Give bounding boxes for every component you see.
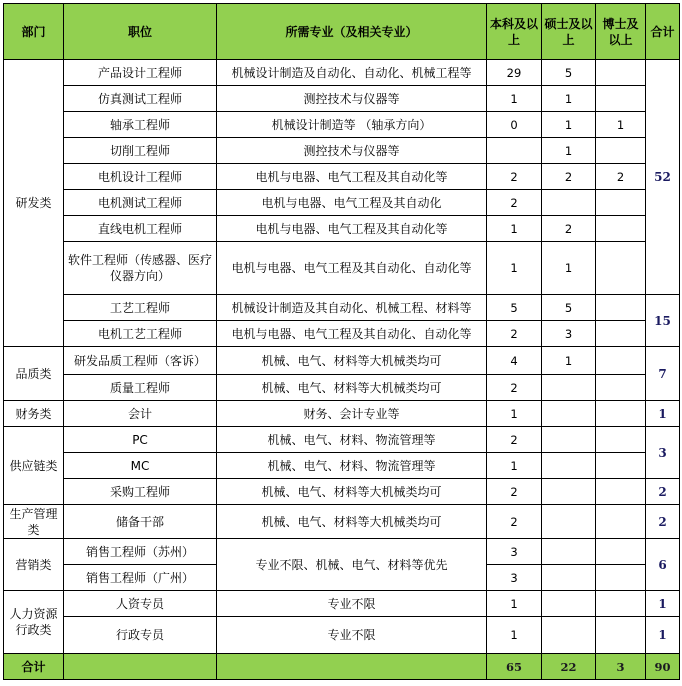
major-cell: 机械设计制造等 （轴承方向） [217, 112, 487, 138]
footer-master-total: 22 [542, 654, 596, 680]
major-cell: 机械设计制造及其自动化、机械工程、材料等 [217, 295, 487, 321]
major-cell: 机械、电气、材料等大机械类均可 [217, 375, 487, 401]
bachelor-cell: 1 [487, 242, 542, 295]
table-row [4, 591, 680, 617]
table-row [4, 453, 680, 479]
bachelor-cell: 0 [487, 112, 542, 138]
phd-cell [596, 617, 646, 654]
group-total-cell: 1 [646, 591, 680, 617]
dept-cell-supply: 供应链类 [4, 427, 64, 505]
group-total-cell: 2 [646, 479, 680, 505]
master-cell [542, 591, 596, 617]
header-row [4, 4, 680, 60]
master-cell [542, 565, 596, 591]
bachelor-cell: 29 [487, 60, 542, 86]
group-total-cell: 6 [646, 539, 680, 591]
phd-cell [596, 591, 646, 617]
bachelor-cell: 2 [487, 164, 542, 190]
bachelor-cell: 1 [487, 617, 542, 654]
major-cell: 电机与电器、电气工程及其自动化 [217, 190, 487, 216]
phd-cell [596, 539, 646, 565]
master-cell: 2 [542, 216, 596, 242]
position-cell: MC [64, 453, 217, 479]
position-cell: 电机测试工程师 [64, 190, 217, 216]
dept-cell-quality: 品质类 [4, 347, 64, 401]
header-phd: 博士及以上 [596, 4, 646, 60]
position-cell: 人资专员 [64, 591, 217, 617]
dept-cell-rd: 研发类 [4, 60, 64, 347]
header-master: 硕士及以上 [542, 4, 596, 60]
major-cell: 专业不限 [217, 591, 487, 617]
master-cell: 1 [542, 242, 596, 295]
phd-cell [596, 347, 646, 375]
position-cell: 储备干部 [64, 505, 217, 539]
table-row [4, 539, 680, 565]
table-row [4, 138, 680, 164]
group-total-cell: 2 [646, 505, 680, 539]
position-cell: 电机工艺工程师 [64, 321, 217, 347]
table-row [4, 617, 680, 654]
bachelor-cell: 1 [487, 591, 542, 617]
header-major: 所需专业（及相关专业） [217, 4, 487, 60]
position-cell: 轴承工程师 [64, 112, 217, 138]
position-cell: 产品设计工程师 [64, 60, 217, 86]
major-cell: 电机与电器、电气工程及其自动化、自动化等 [217, 242, 487, 295]
dept-cell-hr: 人力资源行政类 [4, 591, 64, 654]
position-cell: 研发品质工程师（客诉） [64, 347, 217, 375]
table-row [4, 190, 680, 216]
master-cell: 5 [542, 295, 596, 321]
major-cell: 机械、电气、材料、物流管理等 [217, 427, 487, 453]
position-cell: 质量工程师 [64, 375, 217, 401]
major-cell: 测控技术与仪器等 [217, 86, 487, 112]
position-cell: 仿真测试工程师 [64, 86, 217, 112]
phd-cell [596, 505, 646, 539]
position-cell: 工艺工程师 [64, 295, 217, 321]
group-total-cell: 1 [646, 401, 680, 427]
table-row [4, 347, 680, 375]
position-cell: 销售工程师（广州） [64, 565, 217, 591]
dept-cell-sales: 营销类 [4, 539, 64, 591]
group-total-cell: 52 [646, 60, 680, 295]
master-cell: 5 [542, 60, 596, 86]
master-cell: 1 [542, 347, 596, 375]
table-row [4, 164, 680, 190]
master-cell: 3 [542, 321, 596, 347]
bachelor-cell: 2 [487, 375, 542, 401]
master-cell: 1 [542, 86, 596, 112]
phd-cell [596, 295, 646, 321]
bachelor-cell: 3 [487, 565, 542, 591]
position-cell: 切削工程师 [64, 138, 217, 164]
table-row [4, 479, 680, 505]
bachelor-cell: 2 [487, 427, 542, 453]
major-cell: 电机与电器、电气工程及其自动化等 [217, 216, 487, 242]
footer-empty-major [217, 654, 487, 680]
phd-cell: 1 [596, 112, 646, 138]
phd-cell [596, 479, 646, 505]
master-cell [542, 479, 596, 505]
bachelor-cell: 1 [487, 453, 542, 479]
footer-row [4, 654, 680, 680]
phd-cell [596, 453, 646, 479]
major-cell: 财务、会计专业等 [217, 401, 487, 427]
phd-cell [596, 216, 646, 242]
table-row [4, 242, 680, 295]
footer-grand-total: 90 [646, 654, 680, 680]
bachelor-cell [487, 138, 542, 164]
phd-cell [596, 138, 646, 164]
bachelor-cell: 4 [487, 347, 542, 375]
phd-cell [596, 190, 646, 216]
phd-cell [596, 427, 646, 453]
major-cell: 电机与电器、电气工程及其自动化、自动化等 [217, 321, 487, 347]
master-cell [542, 375, 596, 401]
major-cell: 测控技术与仪器等 [217, 138, 487, 164]
master-cell: 1 [542, 138, 596, 164]
phd-cell [596, 401, 646, 427]
table-row [4, 295, 680, 321]
major-cell: 机械设计制造及自动化、自动化、机械工程等 [217, 60, 487, 86]
master-cell [542, 401, 596, 427]
phd-cell [596, 565, 646, 591]
footer-label: 合计 [4, 654, 64, 680]
position-cell: 会计 [64, 401, 217, 427]
table-row [4, 112, 680, 138]
table-row [4, 427, 680, 453]
position-cell: 销售工程师（苏州） [64, 539, 217, 565]
position-cell: 采购工程师 [64, 479, 217, 505]
table-row [4, 375, 680, 401]
major-cell: 机械、电气、材料等大机械类均可 [217, 505, 487, 539]
header-dept: 部门 [4, 4, 64, 60]
phd-cell: 2 [596, 164, 646, 190]
master-cell: 1 [542, 112, 596, 138]
master-cell [542, 453, 596, 479]
bachelor-cell: 1 [487, 86, 542, 112]
master-cell: 2 [542, 164, 596, 190]
table-row [4, 401, 680, 427]
footer-phd-total: 3 [596, 654, 646, 680]
dept-cell-production: 生产管理类 [4, 505, 64, 539]
major-cell: 专业不限 [217, 617, 487, 654]
group-total-cell: 7 [646, 347, 680, 401]
table-row [4, 216, 680, 242]
footer-bachelor-total: 65 [487, 654, 542, 680]
phd-cell [596, 321, 646, 347]
table-row [4, 321, 680, 347]
position-cell: 行政专员 [64, 617, 217, 654]
group-total-cell: 1 [646, 617, 680, 654]
position-cell: 电机设计工程师 [64, 164, 217, 190]
major-cell: 专业不限、机械、电气、材料等优先 [217, 539, 487, 591]
bachelor-cell: 5 [487, 295, 542, 321]
bachelor-cell: 1 [487, 401, 542, 427]
position-cell: PC [64, 427, 217, 453]
header-bachelor: 本科及以上 [487, 4, 542, 60]
header-total: 合计 [646, 4, 680, 60]
bachelor-cell: 2 [487, 479, 542, 505]
phd-cell [596, 242, 646, 295]
bachelor-cell: 1 [487, 216, 542, 242]
bachelor-cell: 2 [487, 505, 542, 539]
bachelor-cell: 2 [487, 190, 542, 216]
recruitment-table [3, 3, 680, 680]
major-cell: 电机与电器、电气工程及其自动化等 [217, 164, 487, 190]
dept-cell-finance: 财务类 [4, 401, 64, 427]
master-cell [542, 190, 596, 216]
bachelor-cell: 2 [487, 321, 542, 347]
phd-cell [596, 86, 646, 112]
table-row [4, 60, 680, 86]
major-cell: 机械、电气、材料等大机械类均可 [217, 479, 487, 505]
master-cell [542, 505, 596, 539]
group-total-cell: 3 [646, 427, 680, 479]
table-row [4, 505, 680, 539]
bachelor-cell: 3 [487, 539, 542, 565]
footer-empty-position [64, 654, 217, 680]
master-cell [542, 427, 596, 453]
group-total-cell: 15 [646, 295, 680, 347]
phd-cell [596, 60, 646, 86]
master-cell [542, 539, 596, 565]
phd-cell [596, 375, 646, 401]
header-position: 职位 [64, 4, 217, 60]
major-cell: 机械、电气、材料、物流管理等 [217, 453, 487, 479]
major-cell: 机械、电气、材料等大机械类均可 [217, 347, 487, 375]
table-row [4, 86, 680, 112]
master-cell [542, 617, 596, 654]
position-cell: 软件工程师（传感器、医疗仪器方向） [64, 242, 217, 295]
position-cell: 直线电机工程师 [64, 216, 217, 242]
